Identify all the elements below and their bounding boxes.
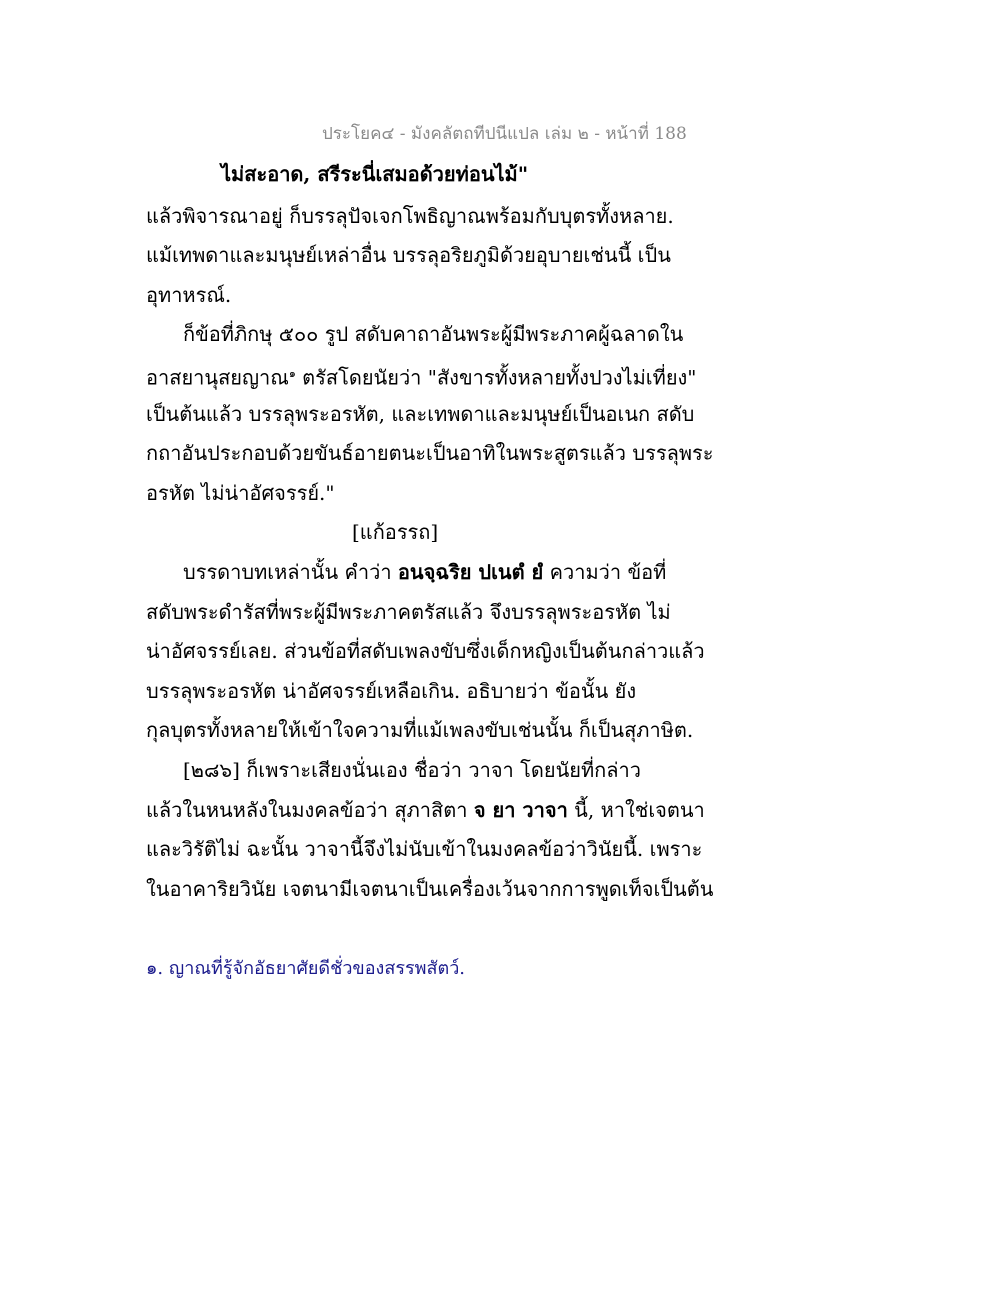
- text-line: แล้วพิจารณาอยู่ ก็บรรลุปัจเจกโพธิญาณพร้อมกับบุตรทั้งหลาย.: [146, 204, 674, 228]
- text-line: [183, 558, 666, 586]
- text-line: แม้เทพดาและมนุษย์เหล่าอื่น บรรลุอริยภูมิด้วยอุบายเช่นนี้ เป็น: [146, 243, 671, 267]
- page-header: ประโยค๔ - มังคลัตถทีปนีแปล เล่ม ๒ - หน้าที่ 188: [322, 124, 687, 144]
- text-line: อรหัต ไม่น่าอัศจรรย์.": [146, 481, 335, 505]
- text-span: บรรดาบทเหล่านั้น คำว่า: [183, 560, 398, 584]
- text-line: น่าอัศจรรย์เลย. ส่วนข้อที่สดับเพลงขับซึ่งเด็กหญิงเป็นต้นกล่าวแล้ว: [146, 639, 705, 663]
- text-span: แล้วในหนหลังในมงคลข้อว่า สุภาสิตา: [146, 798, 474, 822]
- text-line: อุทาหรณ์.: [146, 283, 232, 307]
- text-span: ความว่า ข้อที่: [543, 560, 667, 584]
- pali-term: จ ยา วาจา: [473, 798, 568, 822]
- text-line: [๒๘๖] ก็เพราะเสียงนั่นเอง ชื่อว่า วาจา โดยนัยที่กล่าว: [183, 758, 641, 782]
- text-line: ก็ข้อที่ภิกษุ ๕๐๐ รูป สดับคาถาอันพระผู้มีพระภาคผู้ฉลาดใน: [183, 322, 684, 346]
- text-line: [146, 360, 697, 392]
- text-line: บรรลุพระอรหัต น่าอัศจรรย์เหลือเกิน. อธิบายว่า ข้อนั้น ยัง: [146, 679, 637, 703]
- text-line: สดับพระดำรัสที่พระผู้มีพระภาคตรัสแล้ว จึงบรรลุพระอรหัต ไม่: [146, 600, 671, 624]
- section-heading: [แก้อรรถ]: [352, 520, 439, 544]
- text-span: ตรัสโดยนัยว่า "สังขารทั้งหลายทั้งปวงไม่เที่ยง": [295, 365, 697, 390]
- text-line: กถาอันประกอบด้วยขันธ์อายตนะเป็นอาทิในพระสูตรแล้ว บรรลุพระ: [146, 441, 714, 465]
- text-line: เป็นต้นแล้ว บรรลุพระอรหัต, และเทพดาและมนุษย์เป็นอเนก สดับ: [146, 402, 695, 426]
- footnote-marker: ๑: [288, 367, 296, 380]
- text-line: ไม่สะอาด, สรีระนี่เสมอด้วยท่อนไม้": [221, 162, 529, 186]
- pali-term: อนจฺฉริย ปเนตํ ยํ: [397, 560, 544, 584]
- text-line: [146, 796, 705, 824]
- text-line: ในอาคาริยวินัย เจตนามีเจตนาเป็นเครื่องเว้นจากการพูดเท็จเป็นต้น: [146, 877, 714, 901]
- text-span: นี้, หาใช่เจตนา: [567, 798, 705, 822]
- text-span: อาสยานุสยญาณ: [146, 365, 289, 390]
- footnote: ๑. ญาณที่รู้จักอัธยาศัยดีชั่วของสรรพสัตว์.: [146, 958, 466, 979]
- text-line: และวิรัติไม่ ฉะนั้น วาจานี้จึงไม่นับเข้าในมงคลข้อว่าวินัยนี้. เพราะ: [146, 837, 703, 861]
- text-line: กุลบุตรทั้งหลายให้เข้าใจความที่แม้เพลงขับเช่นนั้น ก็เป็นสุภาษิต.: [146, 718, 694, 742]
